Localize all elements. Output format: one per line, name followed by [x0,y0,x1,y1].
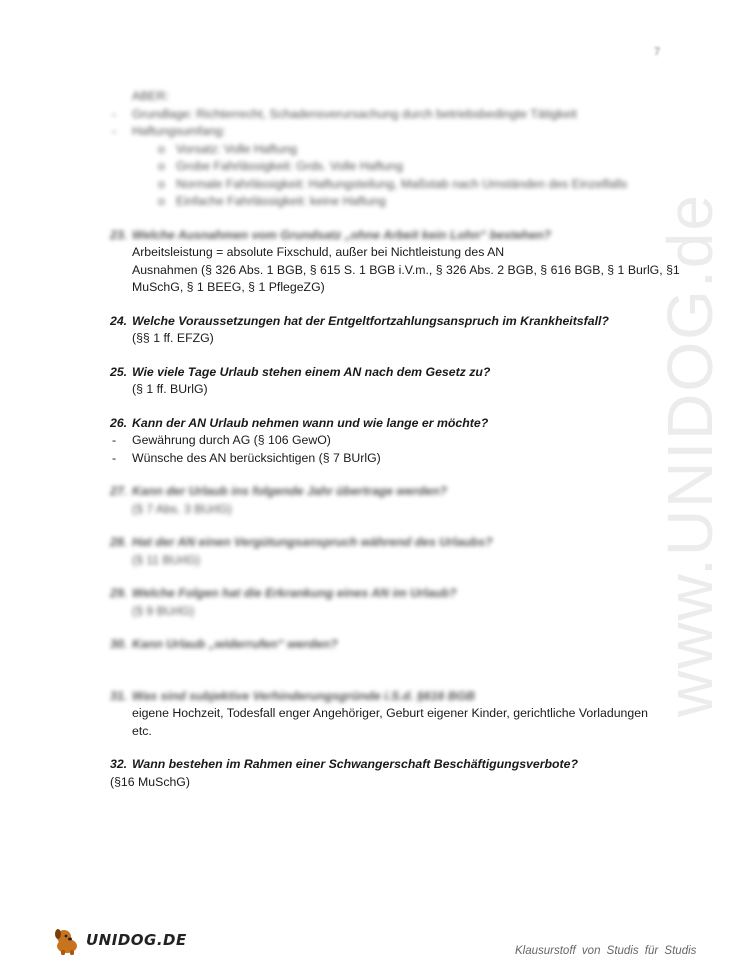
answer-23-line-2: Ausnahmen (§ 326 Abs. 1 BGB, § 615 S. 1 BGB i.V.m., § 326 Abs. 2 BGB, § 616 BGB, § 1 BurlG, §1 [132,262,680,277]
page-number: 7 [654,46,661,58]
list-item: - Grundlage: Richterrecht, Schadensverursachung durch betriebsbedingte Tätigkeit [112,106,577,121]
footer-logo [52,926,187,956]
list-item: - Gewährung durch AG (§ 106 GewO) [112,433,331,447]
question-23: 23. Welche Ausnahmen vom Grundsatz „ohne Arbeit kein Lohn“ bestehen? [110,227,552,242]
question-31: 31. Was sind subjektive Verhinderungsgründe i.S.d. §616 BGB [110,688,476,703]
answer-23-line-1: Arbeitsleistung = absolute Fixschuld, außer bei Nichtleistung des AN [132,245,505,259]
watermark: www.UNIDOG.de [654,193,726,717]
dog-mascot-icon [52,926,82,956]
blurred-question-28 [110,534,670,569]
blurred-section-top [110,88,670,211]
sub-list-item: o Einfache Fahrlässigkeit: keine Haftung [158,194,386,208]
list-item: - Wünsche des AN berücksichtigen (§ 7 BUrlG) [112,450,381,465]
answer-27: (§ 7 Abs. 3 BUrlG) [132,501,232,516]
question-30: 30. Kann Urlaub „widerrufen“ werden? [110,637,338,651]
sub-list-item: o Vorsatz: Volle Haftung [158,141,297,156]
question-32: 32. Wann bestehen im Rahmen einer Schwangerschaft Beschäftigungsverbote? [110,757,578,771]
document-body [110,88,680,791]
question-28: 28. Hat der AN einen Vergütungsanspruch während des Urlaubs? [110,535,493,549]
logo-text: UNIDOG.DE [86,931,187,950]
answer-28: (§ 11 BUrlG) [132,552,201,567]
answer-23-line-3: MuSchG, § 1 BEEG, § 1 PflegeZG) [132,280,325,294]
answer-32: (§16 MuSchG) [110,774,190,789]
question-27: 27. Kann der Urlaub ins folgende Jahr übertrage werden? [110,484,447,498]
answer-31-line-2: etc. [132,723,152,738]
blurred-question-27 [110,483,670,518]
sub-list-item: o Grobe Fahrlässigkeit: Grds. Volle Haftung [158,159,403,173]
answer-24: (§§ 1 ff. EFZG) [132,331,214,345]
question-25: 25. Wie viele Tage Urlaub stehen einem AN nach dem Gesetz zu? [110,364,491,379]
footer-tagline: Klausurstoff von Studis für Studis [515,945,697,957]
sub-list-item: o Normale Fahrlässigkeit: Haftungsteilung, Maßstab nach Umständen des Einzelfalls [158,176,628,191]
answer-31-line-1: eigene Hochzeit, Todesfall enger Angehöriger, Geburt eigener Kinder, gerichtliche Vorladungen [132,706,648,720]
answer-29: (§ 9 BUrlG) [132,603,195,618]
question-24: 24. Welche Voraussetzungen hat der Entgeltfortzahlungsanspruch im Krankheitsfall? [110,313,609,328]
blurred-heading: ABER: [132,89,169,103]
question-26: 26. Kann der AN Urlaub nehmen wann und wie lange er möchte? [110,415,489,430]
answer-25: (§ 1 ff. BUrlG) [132,382,208,396]
blurred-question-29 [110,585,670,620]
list-item: - Haftungsumfang: [112,124,226,138]
question-29: 29. Welche Folgen hat die Erkrankung eines AN im Urlaub? [110,586,457,600]
